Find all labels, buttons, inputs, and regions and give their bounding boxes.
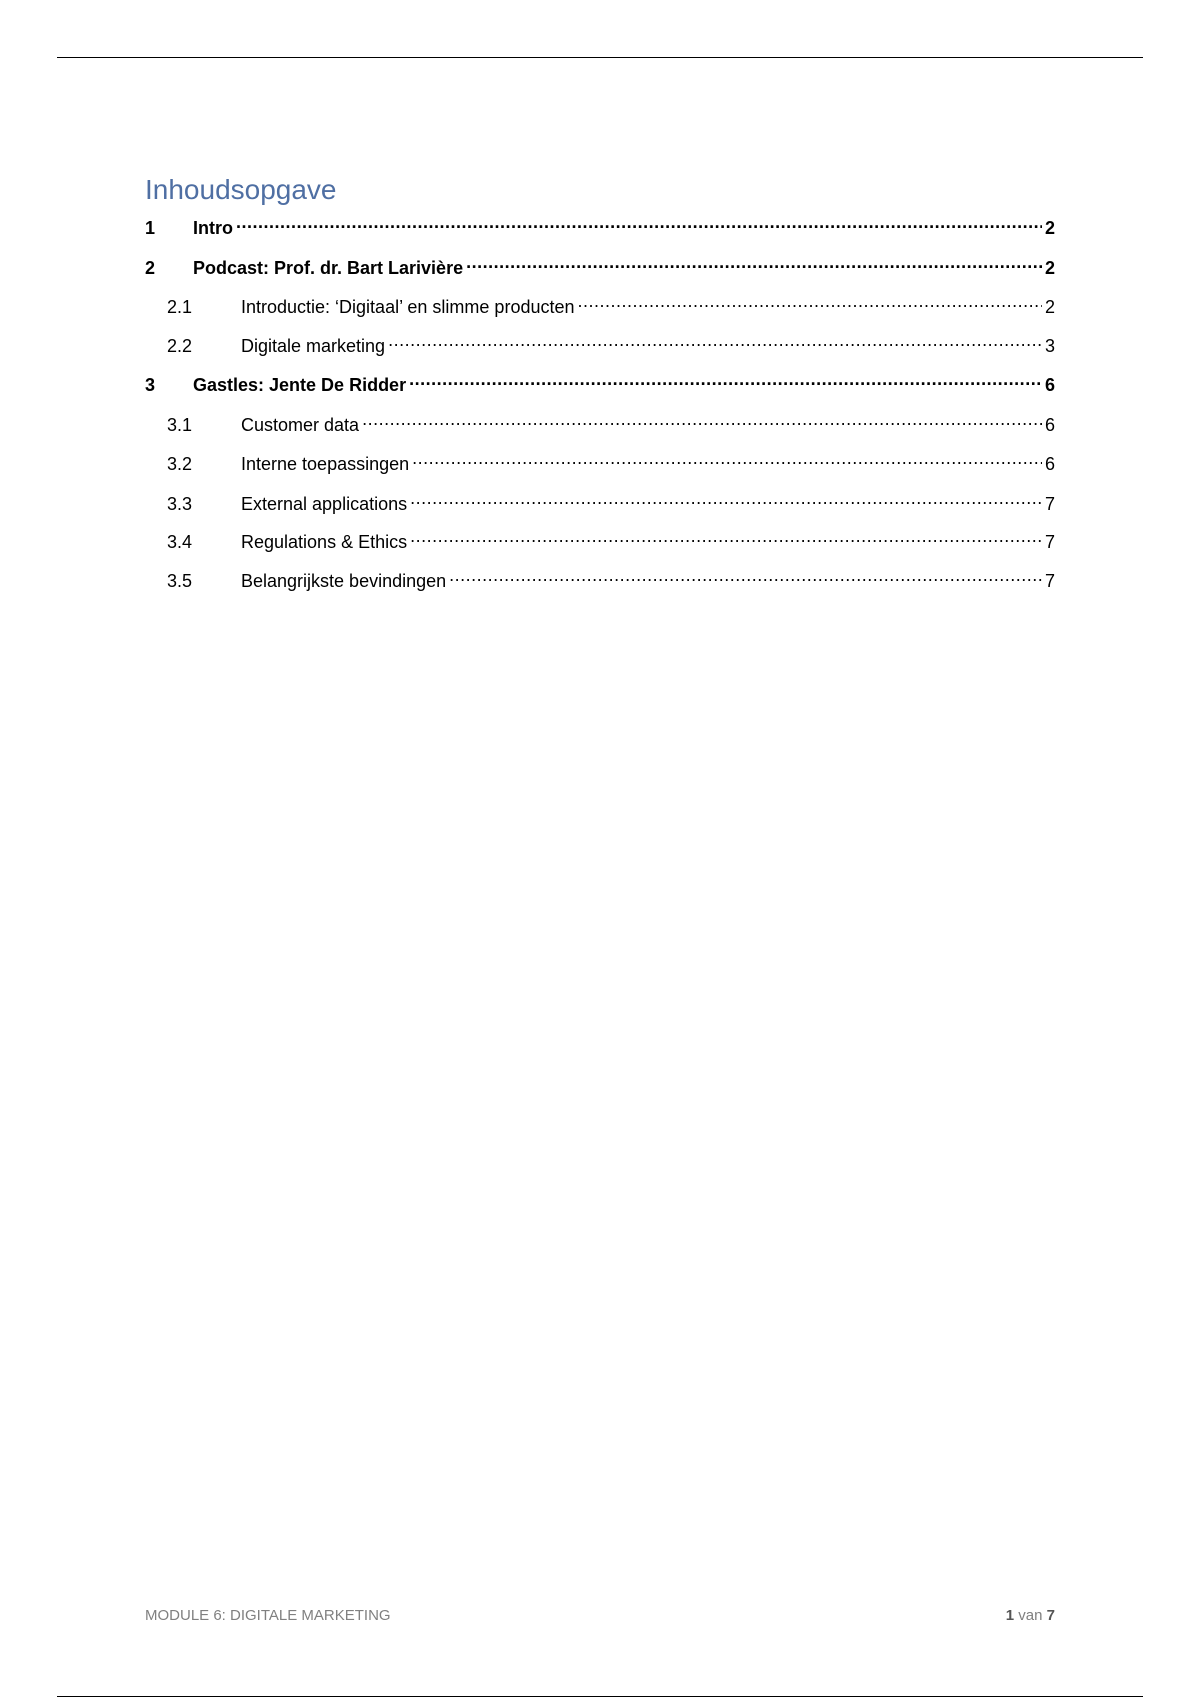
toc-entry-2-2[interactable] [145, 328, 1055, 356]
toc-entry-page: 2 [1044, 258, 1055, 278]
toc-dot-leader [410, 486, 1042, 510]
toc-entry-page: 2 [1044, 297, 1055, 317]
toc-entry-3-5[interactable] [145, 563, 1055, 591]
toc-entry-page: 6 [1044, 375, 1055, 395]
toc-entry-number: 2.1 [167, 297, 193, 317]
toc-entry-page: 6 [1044, 415, 1055, 435]
toc-entry-label: External applications [241, 494, 408, 514]
footer-page-separator: van [1018, 1607, 1043, 1624]
toc-entry-3-4[interactable] [145, 524, 1055, 552]
toc-entry-label: Regulations & Ethics [241, 532, 408, 552]
toc-dot-leader [388, 328, 1042, 352]
page-footer [145, 1606, 1055, 1626]
toc-entry-2[interactable] [145, 250, 1055, 278]
toc-entry-number: 2 [145, 258, 156, 278]
toc-entry-number: 3 [145, 375, 156, 395]
toc-entry-3-3[interactable] [145, 486, 1055, 514]
toc-entry-page: 6 [1044, 454, 1055, 474]
toc-dot-leader [578, 289, 1042, 313]
toc-entry-page: 3 [1044, 336, 1055, 356]
toc-entry-number: 3.5 [167, 571, 193, 591]
toc-entry-label: Belangrijkste bevindingen [241, 571, 447, 591]
toc-entry-page: 7 [1044, 532, 1055, 552]
toc-entry-3-1[interactable] [145, 407, 1055, 435]
toc-entry-page: 7 [1044, 494, 1055, 514]
header-rule [57, 57, 1143, 58]
toc-entry-label: Intro [193, 218, 233, 238]
footer-page-count [1006, 1606, 1055, 1626]
toc-dot-leader [449, 563, 1042, 587]
toc-entry-3-2[interactable] [145, 446, 1055, 474]
toc-entry-label: Interne toepassingen [241, 454, 410, 474]
footer-module-title: MODULE 6: DIGITALE MARKETING [145, 1607, 391, 1624]
toc-dot-leader [410, 524, 1042, 548]
footer-page-current: 1 [1005, 1607, 1015, 1624]
toc-entry-number: 3.2 [167, 454, 193, 474]
toc-entry-number: 3.4 [167, 532, 193, 552]
toc-entry-page: 2 [1044, 218, 1055, 238]
toc-entry-label: Introductie: ‘Digitaal’ en slimme producten [241, 297, 575, 317]
toc-entry-number: 3.1 [167, 415, 193, 435]
toc-entry-number: 3.3 [167, 494, 193, 514]
footer-rule [57, 1696, 1143, 1697]
toc-entry-label: Customer data [241, 415, 360, 435]
toc-entry-2-1[interactable] [145, 289, 1055, 317]
toc-entry-number: 1 [145, 218, 156, 238]
toc-dot-leader [409, 367, 1042, 391]
toc-entry-number: 2.2 [167, 336, 193, 356]
toc-title: Inhoudsopgave [145, 174, 337, 205]
toc-entry-label: Digitale marketing [241, 336, 386, 356]
footer-page-total: 7 [1046, 1607, 1055, 1624]
toc-entry-label: Gastles: Jente De Ridder [193, 375, 407, 395]
toc-entry-page: 7 [1044, 571, 1055, 591]
toc-dot-leader [236, 210, 1042, 234]
toc-entry-label: Podcast: Prof. dr. Bart Larivière [193, 258, 464, 278]
toc-entry-3[interactable] [145, 367, 1055, 395]
toc-dot-leader [412, 446, 1042, 470]
toc-dot-leader [466, 250, 1042, 274]
toc-entry-1[interactable] [145, 210, 1055, 238]
toc-dot-leader [362, 407, 1042, 431]
